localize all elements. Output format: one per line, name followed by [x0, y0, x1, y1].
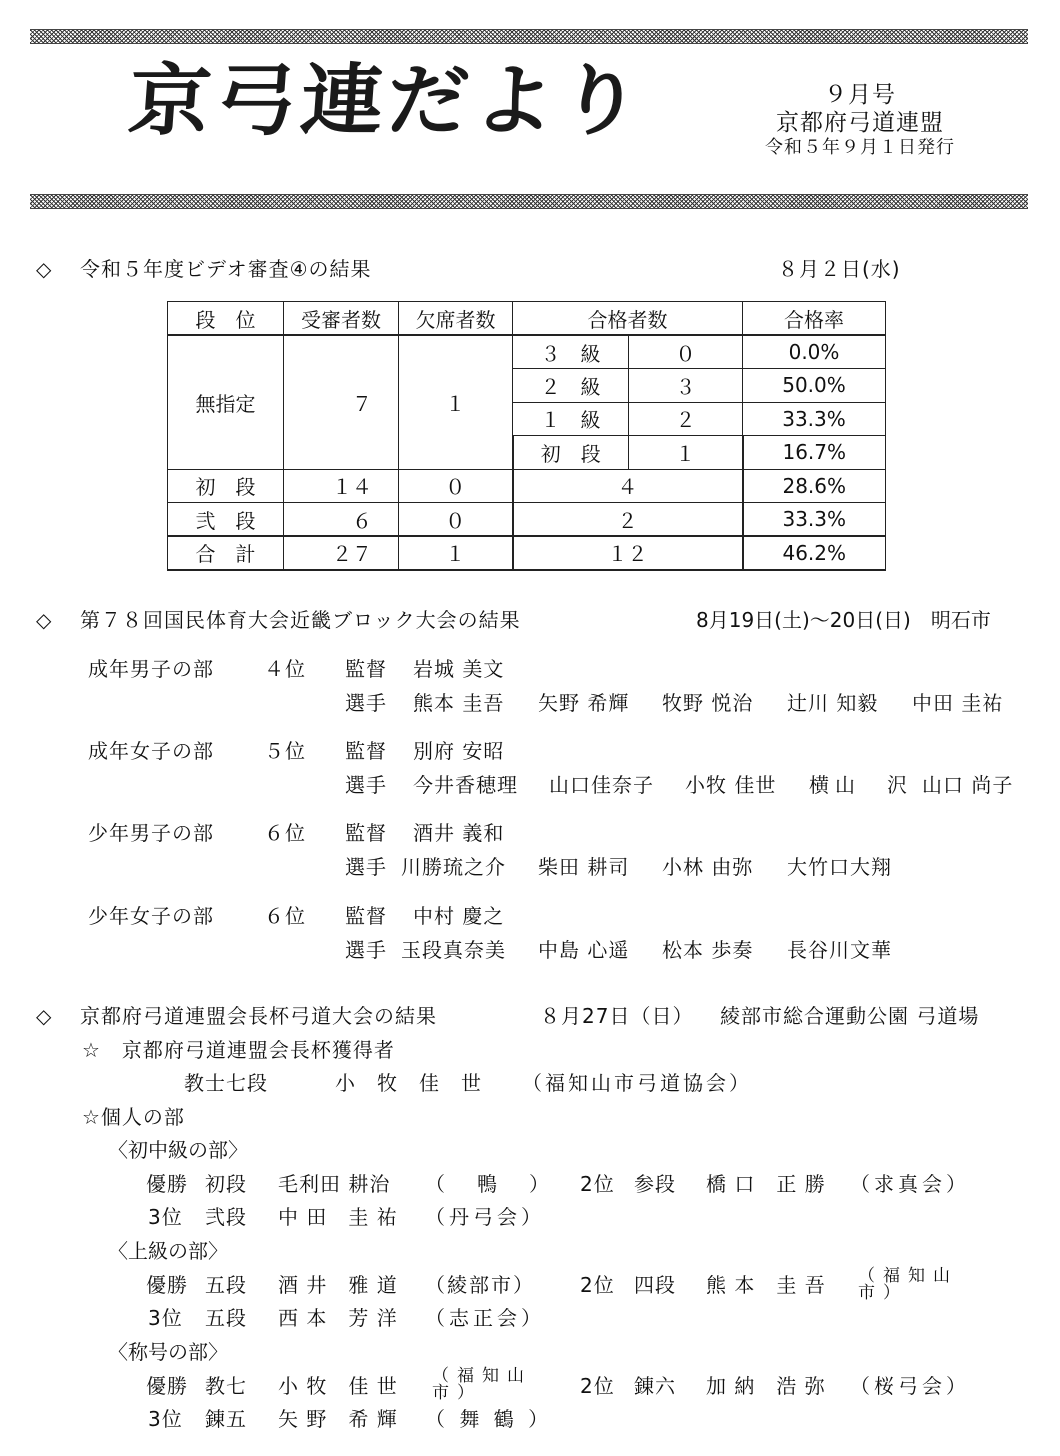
header-top-band — [30, 29, 1028, 44]
winner-name: 毛利田 耕治 — [278, 1172, 391, 1196]
rate-cell: 33.3% — [743, 503, 886, 537]
header-rate: 合格率 — [743, 302, 886, 336]
winner-rank: 弐段 — [205, 1205, 247, 1229]
coach-name: 岩城 美文 — [413, 657, 505, 681]
coach-label: 監督 — [345, 739, 387, 763]
pass-level-cell: ３ 級 — [513, 335, 629, 369]
publisher-name: 京都府弓道連盟 — [776, 110, 944, 136]
winner-club: （ 舞 鶴 ） — [425, 1407, 553, 1431]
player-name: 辻川 知毅 — [787, 691, 879, 715]
winner-rank: 五段 — [205, 1273, 247, 1297]
winner-rank: 五段 — [205, 1306, 247, 1330]
header-grade: 段 位 — [168, 302, 284, 336]
examinees-cell: １４ — [284, 469, 399, 503]
winner-place: 3位 — [148, 1306, 183, 1330]
rate-cell: 50.0% — [743, 369, 886, 403]
passed-cell: １２ — [513, 536, 743, 570]
coach-label: 監督 — [345, 657, 387, 681]
players-label: 選手 — [345, 773, 387, 797]
winner-name: 酒 井 雅 道 — [278, 1273, 398, 1297]
section-title: 第７８回国民体育大会近畿ブロック大会の結果 — [80, 608, 521, 632]
winner-rank: 四段 — [634, 1273, 676, 1297]
examinees-cell: ６ — [284, 503, 399, 537]
pass-count-cell: ２ — [629, 402, 743, 436]
section-date: ８月27日（日） — [540, 1004, 694, 1028]
header-examinees: 受審者数 — [284, 302, 399, 336]
winner-name: 小 牧 佳 世 — [278, 1374, 398, 1398]
rate-cell: 28.6% — [743, 469, 886, 503]
player-name: 山口 尚子 — [922, 773, 1014, 797]
winner-name: 橋 口 正 勝 — [706, 1172, 826, 1196]
header-passed: 合格者数 — [513, 302, 743, 336]
header-bottom-band — [30, 194, 1028, 209]
individual-heading: ☆個人の部 — [82, 1105, 185, 1129]
cup-winner-club: （福知山市弓道協会） — [522, 1071, 752, 1095]
table-row — [168, 469, 886, 503]
table-row — [168, 503, 886, 537]
absent-cell: １ — [399, 536, 513, 570]
division-name: 〈上級の部〉 — [108, 1239, 228, 1263]
rate-cell: 16.7% — [743, 436, 886, 470]
pass-count-cell: １ — [629, 436, 743, 470]
section-marker: ◇ — [36, 1004, 52, 1028]
coach-name: 酒井 義和 — [413, 821, 505, 845]
winner-place: 3位 — [148, 1205, 183, 1229]
winner-club: （綾部市） — [425, 1273, 535, 1297]
table-header-row — [168, 302, 886, 336]
division-name: 〈初中級の部〉 — [108, 1138, 248, 1162]
player-name: 柴田 耕司 — [538, 855, 630, 879]
player-name: 川勝琉之介 — [401, 855, 506, 879]
group-name: 成年女子の部 — [88, 739, 214, 763]
winner-club: （求真会） — [850, 1172, 970, 1196]
player-name: 今井香穂理 — [413, 773, 518, 797]
grade-cell: 無指定 — [168, 335, 284, 469]
passed-cell: ２ — [513, 503, 743, 537]
players-label: 選手 — [345, 938, 387, 962]
coach-name: 別府 安昭 — [413, 739, 505, 763]
player-name: 熊本 圭吾 — [413, 691, 505, 715]
winner-club: （桜弓会） — [850, 1374, 970, 1398]
winner-name: 加 納 浩 弥 — [706, 1374, 826, 1398]
cup-heading: ☆ 京都府弓道連盟会長杯獲得者 — [82, 1038, 395, 1062]
winner-rank: 教七 — [205, 1374, 247, 1398]
player-name: 松本 歩奏 — [662, 938, 754, 962]
examinees-cell: ２７ — [284, 536, 399, 570]
absent-cell: ０ — [399, 469, 513, 503]
cup-winner-name: 小 牧 佳 世 — [335, 1071, 482, 1095]
coach-label: 監督 — [345, 821, 387, 845]
group-rank: ６位 — [264, 821, 306, 845]
cup-winner-rank: 教士七段 — [184, 1071, 268, 1095]
absent-cell: １ — [399, 335, 513, 469]
players-label: 選手 — [345, 855, 387, 879]
winner-name: 矢 野 希 輝 — [278, 1407, 398, 1431]
winner-name: 中 田 圭 祐 — [278, 1205, 398, 1229]
passed-cell: ４ — [513, 469, 743, 503]
winner-rank: 参段 — [634, 1172, 676, 1196]
grade-cell: 合 計 — [168, 536, 284, 570]
player-name: 山口佳奈子 — [549, 773, 654, 797]
pass-count-cell: ０ — [629, 335, 743, 369]
section-title: 令和５年度ビデオ審査④の結果 — [80, 257, 372, 281]
section-marker: ◇ — [36, 257, 52, 281]
player-name: 矢野 希輝 — [538, 691, 630, 715]
group-name: 成年男子の部 — [88, 657, 214, 681]
coach-name: 中村 慶之 — [413, 904, 505, 928]
player-name: 中島 心遥 — [538, 938, 630, 962]
winner-rank: 錬五 — [205, 1407, 247, 1431]
player-name: 中田 圭祐 — [912, 691, 1004, 715]
winner-place: 2位 — [580, 1374, 615, 1398]
section-date: 8月19日(土)～20日(日) 明石市 — [696, 608, 991, 632]
winner-place: 2位 — [580, 1273, 615, 1297]
player-name: 大竹口大翔 — [787, 855, 892, 879]
player-name: 横山 沢 — [809, 773, 913, 797]
rate-cell: 46.2% — [743, 536, 886, 570]
table-total-row — [168, 536, 886, 570]
group-rank: ４位 — [264, 657, 306, 681]
pass-level-cell: 初 段 — [513, 436, 629, 470]
absent-cell: ０ — [399, 503, 513, 537]
winner-club: （福知山市） — [858, 1266, 958, 1303]
winner-club: （志正会） — [425, 1306, 545, 1330]
pass-count-cell: ３ — [629, 369, 743, 403]
section-title: 京都府弓道連盟会長杯弓道大会の結果 — [80, 1004, 437, 1028]
issue-number: ９月号 — [824, 82, 896, 108]
header-absent: 欠席者数 — [399, 302, 513, 336]
winner-place: 2位 — [580, 1172, 615, 1196]
publish-date: 令和５年９月１日発行 — [765, 137, 955, 158]
winner-place: 3位 — [148, 1407, 183, 1431]
section-venue: 綾部市総合運動公園 弓道場 — [720, 1004, 980, 1028]
group-rank: ６位 — [264, 904, 306, 928]
winner-club: （福知山市） — [432, 1366, 532, 1403]
pass-level-cell: ２ 級 — [513, 369, 629, 403]
winner-rank: 初段 — [205, 1172, 247, 1196]
player-name: 長谷川文華 — [787, 938, 892, 962]
winner-place: 優勝 — [146, 1374, 188, 1398]
table-row — [168, 335, 886, 369]
examinees-cell: ７ — [284, 335, 399, 469]
players-label: 選手 — [345, 691, 387, 715]
group-rank: ５位 — [264, 739, 306, 763]
winner-club: （ 鴨 ） — [425, 1172, 555, 1196]
section-marker: ◇ — [36, 608, 52, 632]
group-name: 少年女子の部 — [88, 904, 214, 928]
player-name: 小林 由弥 — [662, 855, 754, 879]
rate-cell: 33.3% — [743, 402, 886, 436]
winner-name: 熊 本 圭 吾 — [706, 1273, 826, 1297]
pass-level-cell: １ 級 — [513, 402, 629, 436]
player-name: 玉段真奈美 — [401, 938, 506, 962]
winner-name: 西 本 芳 洋 — [278, 1306, 398, 1330]
exam-results-table — [167, 301, 886, 571]
player-name: 小牧 佳世 — [685, 773, 777, 797]
section-date: ８月２日(水) — [778, 257, 901, 281]
newsletter-logo: 京弓連だより — [125, 55, 649, 147]
grade-cell: 初 段 — [168, 469, 284, 503]
grade-cell: 弐 段 — [168, 503, 284, 537]
winner-place: 優勝 — [146, 1172, 188, 1196]
winner-club: （丹弓会） — [425, 1205, 545, 1229]
coach-label: 監督 — [345, 904, 387, 928]
group-name: 少年男子の部 — [88, 821, 214, 845]
player-name: 牧野 悦治 — [662, 691, 754, 715]
rate-cell: 0.0% — [743, 335, 886, 369]
division-name: 〈称号の部〉 — [108, 1340, 228, 1364]
winner-rank: 錬六 — [634, 1374, 676, 1398]
winner-place: 優勝 — [146, 1273, 188, 1297]
